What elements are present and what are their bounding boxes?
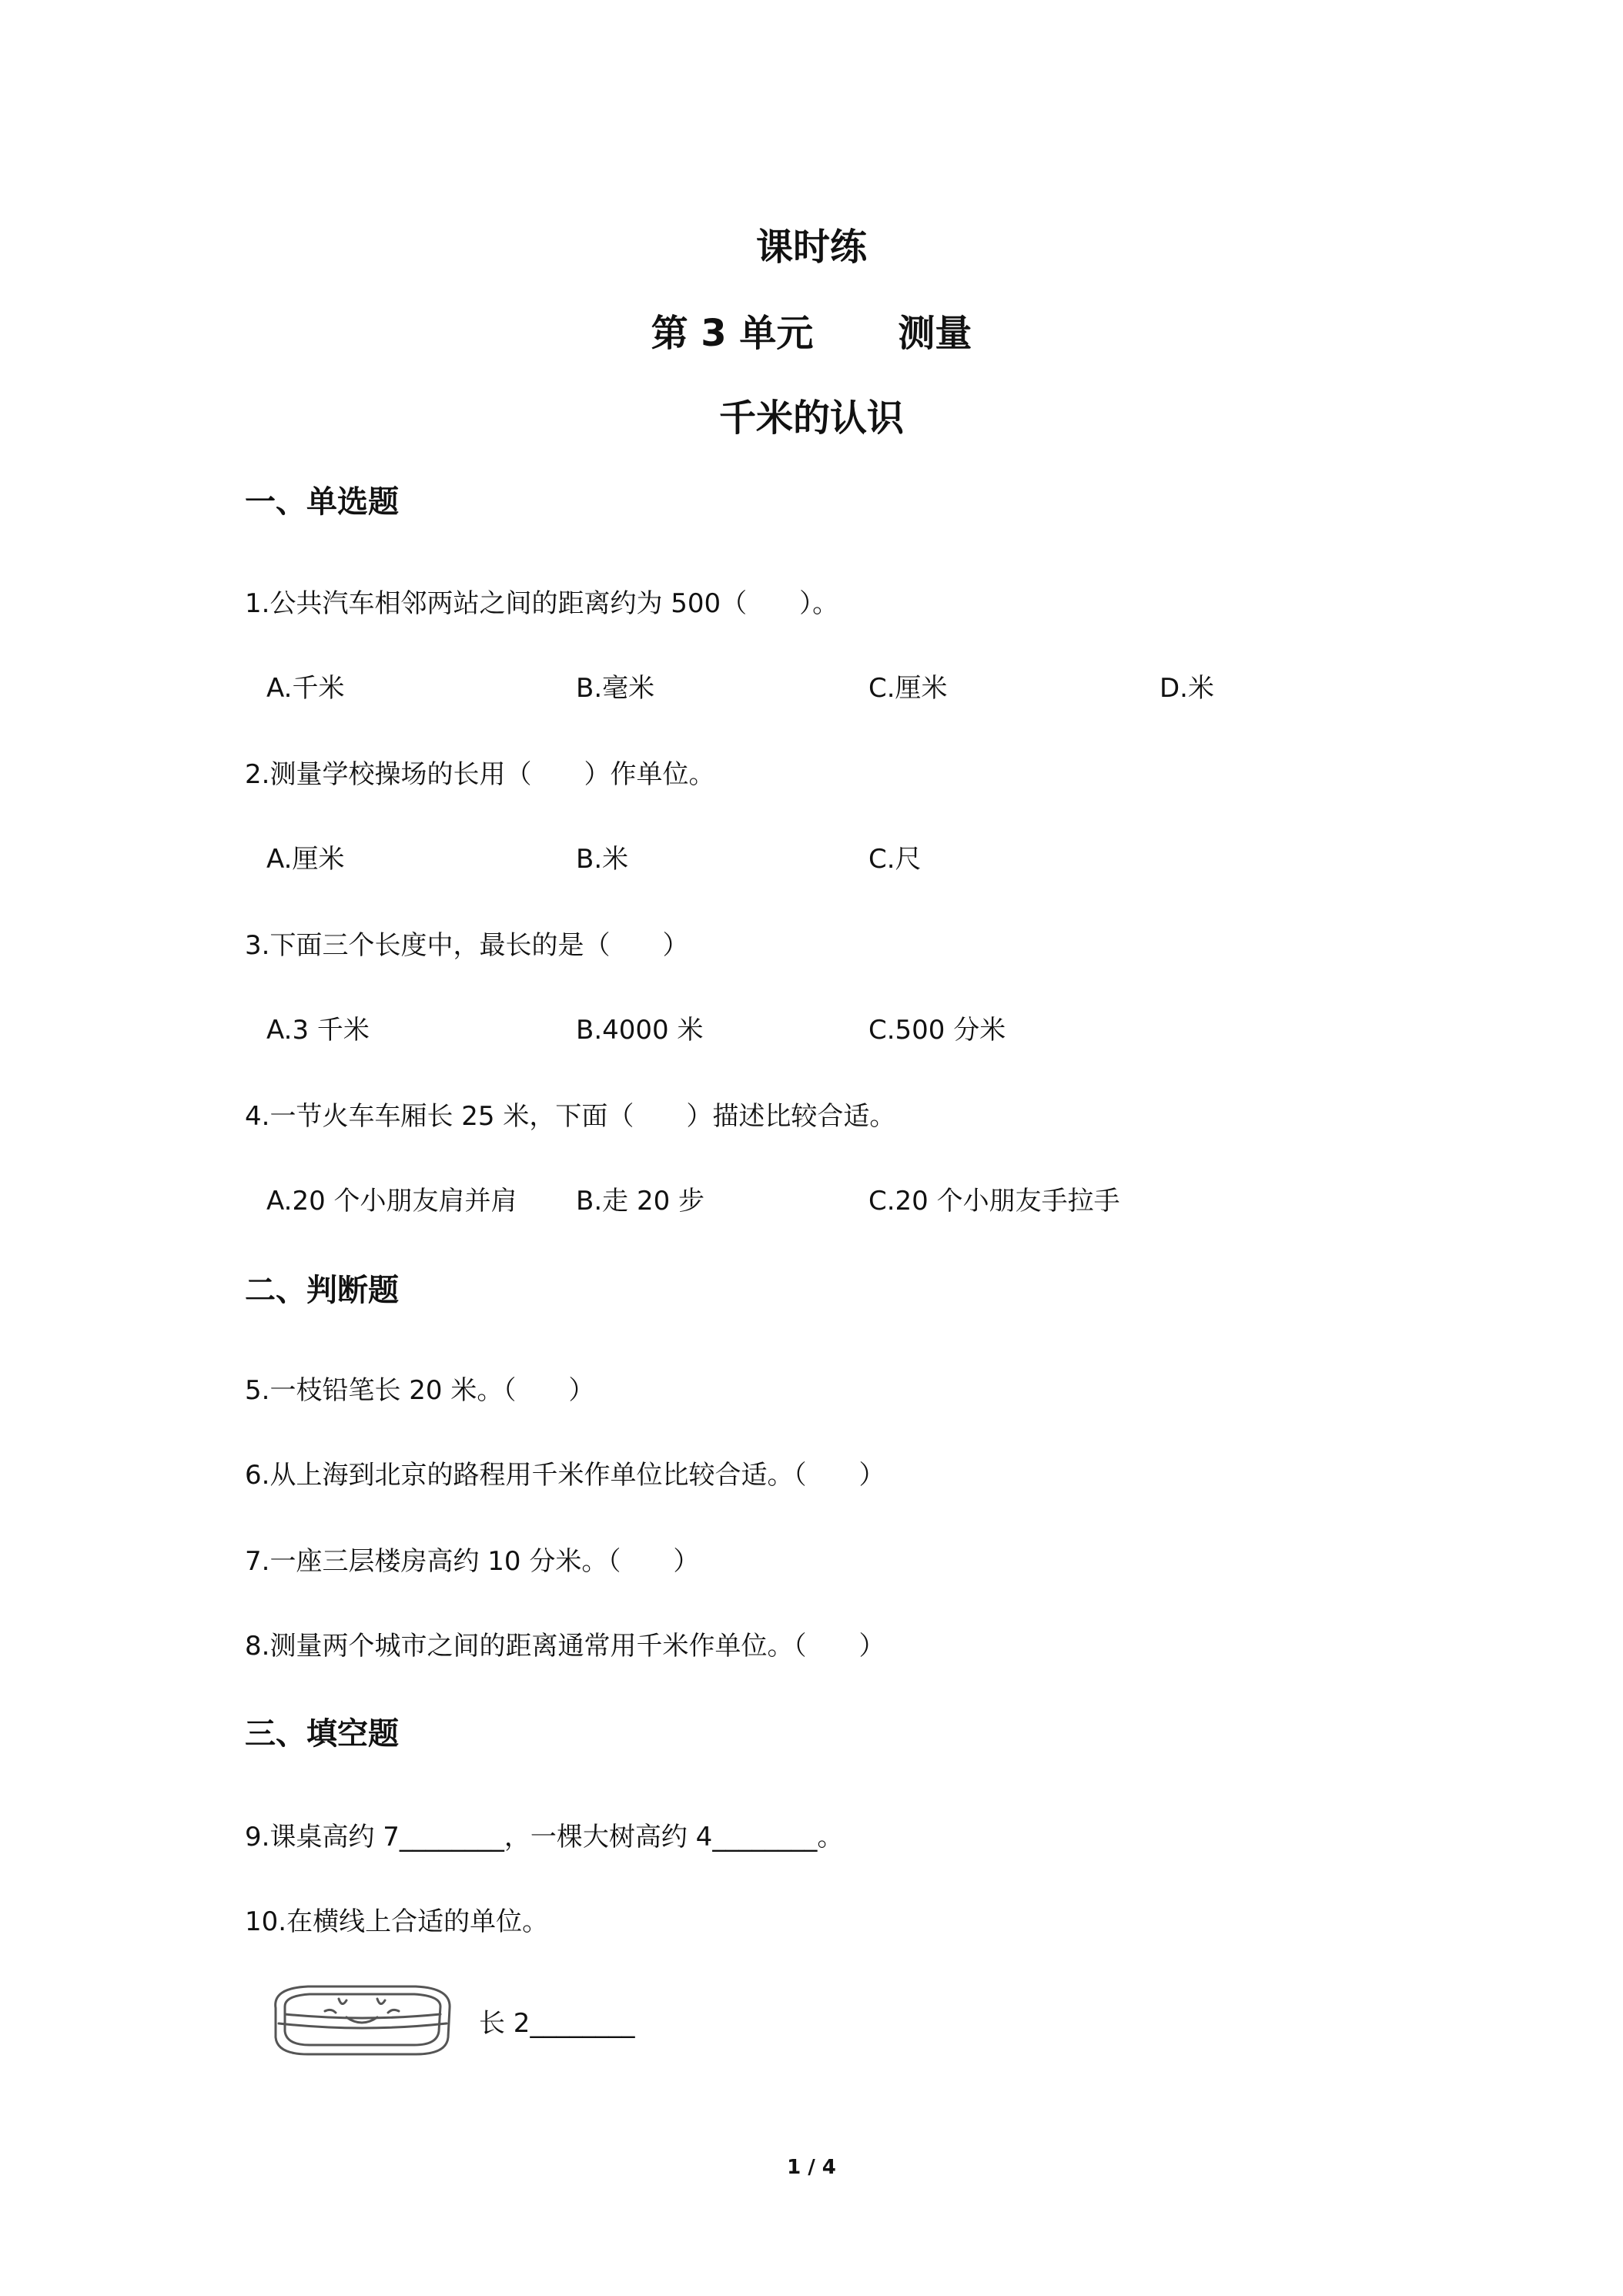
question-10: 10.在横线上合适的单位。 bbox=[245, 1906, 549, 1937]
unit-heading bbox=[0, 303, 1623, 356]
q4-option-c[interactable]: C.20 个小朋友手拉手 bbox=[868, 1186, 1120, 1217]
question-8: 8.测量两个城市之间的距离通常用千米作单位。（ ） bbox=[245, 1631, 885, 1662]
question-1: 1.公共汽车相邻两站之间的距离约为 500（ ）。 bbox=[245, 588, 839, 619]
question-3: 3.下面三个长度中，最长的是（ ） bbox=[245, 930, 689, 961]
q3-option-a[interactable]: A.3 千米 bbox=[266, 1015, 370, 1046]
q2-option-b[interactable]: B.米 bbox=[576, 844, 629, 875]
question-4: 4.一节火车车厢长 25 米，下面（ ）描述比较合适。 bbox=[245, 1101, 896, 1132]
q4-option-b[interactable]: B.走 20 步 bbox=[576, 1186, 705, 1217]
question-7: 7.一座三层楼房高约 10 分米。（ ） bbox=[245, 1546, 700, 1577]
q10-item: 长 2________ bbox=[479, 2008, 635, 2039]
unit-name: 测量 bbox=[898, 312, 972, 355]
q3-option-b[interactable]: B.4000 米 bbox=[576, 1015, 704, 1046]
question-5: 5.一枝铅笔长 20 米。（ ） bbox=[245, 1375, 595, 1406]
q1-option-a[interactable]: A.千米 bbox=[266, 673, 345, 704]
question-6: 6.从上海到北京的路程用千米作单位比较合适。（ ） bbox=[245, 1460, 885, 1491]
page-number: 1 / 4 bbox=[787, 2156, 836, 2179]
unit-label: 第 3 单元 bbox=[651, 312, 814, 355]
lesson-title: 千米的认识 bbox=[718, 397, 904, 440]
q3-option-c[interactable]: C.500 分米 bbox=[868, 1015, 1006, 1046]
q1-option-d[interactable]: D.米 bbox=[1160, 673, 1214, 704]
pencil-case-icon bbox=[262, 1977, 462, 2062]
q2-option-c[interactable]: C.尺 bbox=[868, 844, 922, 875]
q2-option-a[interactable]: A.厘米 bbox=[266, 844, 345, 875]
section-true-false: 二、判断题 bbox=[245, 1273, 399, 1308]
question-9: 9.课桌高约 7________，一棵大树高约 4________。 bbox=[245, 1822, 844, 1853]
section-single-choice: 一、单选题 bbox=[245, 484, 399, 520]
page-title: 课时练 bbox=[755, 226, 867, 269]
q1-option-c[interactable]: C.厘米 bbox=[868, 673, 948, 704]
section-fill-blank: 三、填空题 bbox=[245, 1716, 399, 1752]
q4-option-a[interactable]: A.20 个小朋友肩并肩 bbox=[266, 1186, 517, 1217]
q1-option-b[interactable]: B.毫米 bbox=[576, 673, 655, 704]
question-2: 2.测量学校操场的长用（ ）作单位。 bbox=[245, 759, 715, 790]
